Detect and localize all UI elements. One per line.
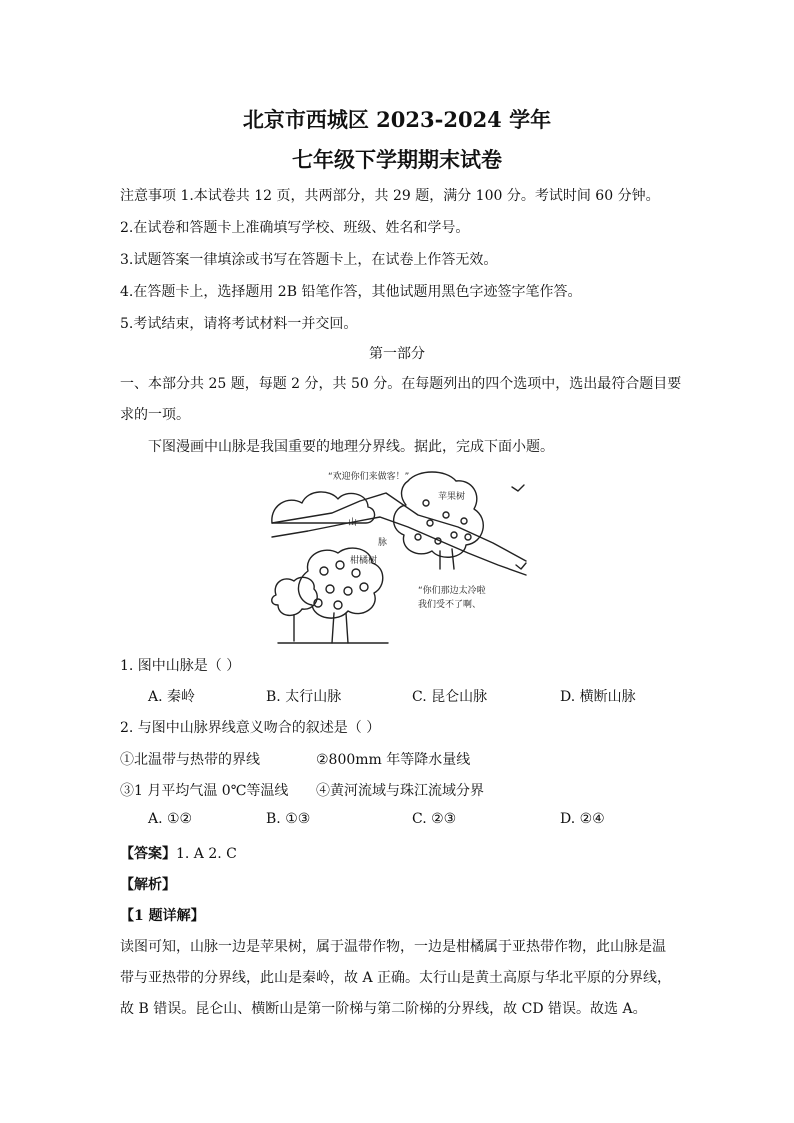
note-2: 2.在试卷和答题卡上准确填写学校、班级、姓名和学号。 — [120, 220, 470, 236]
q2-item-1: ①北温带与热带的界线 — [120, 752, 260, 768]
page-title-line2: 七年级下学期期末试卷 — [292, 147, 502, 172]
note-1: 注意事项 1.本试卷共 12 页，共两部分，共 29 题，满分 100 分。考试时间 60 分钟。 — [120, 188, 660, 204]
mountain-ridge-lower — [272, 517, 526, 575]
orange-tree-trunk — [332, 613, 348, 643]
speech-bottom-line1: “你们那边太冷啦 — [418, 586, 486, 596]
part-heading: 第一部分 — [369, 346, 425, 362]
q1-option-d: D. 横断山脉 — [560, 689, 636, 705]
q2-item-3: ③1 月平均气温 0℃等温线 — [120, 783, 289, 799]
label-mountain-2: 脉 — [378, 538, 388, 548]
speech-top: “欢迎你们来做客！” — [328, 472, 410, 482]
question-1-stem: 1. 图中山脉是（ ） — [120, 658, 241, 674]
label-orange-tree: 柑橘树 — [350, 556, 378, 566]
q1-option-a: A. 秦岭 — [148, 689, 196, 705]
question-2-stem: 2. 与图中山脉界线意义吻合的叙述是（ ） — [120, 720, 381, 736]
label-apple-tree: 苹果树 — [438, 492, 466, 502]
part-instruction-line2: 求的一项。 — [120, 407, 190, 423]
speech-bottom-line2: 我们受不了啊、 — [418, 600, 482, 610]
answer-text: 1. A 2. C — [176, 846, 237, 862]
apple-tree-trunk — [440, 549, 454, 569]
note-4: 4.在答题卡上，选择题用 2B 铅笔作答，其他试题用黑色字迹签字笔作答。 — [120, 284, 582, 300]
q1-option-c: C. 昆仑山脉 — [412, 689, 488, 705]
q2-item-2: ②800mm 年等降水量线 — [316, 752, 471, 768]
analysis-label: 【解析】 — [120, 877, 176, 893]
mountain-cartoon — [268, 465, 530, 650]
detail-line-1: 读图可知，山脉一边是苹果树，属于温带作物，一边是柑橘属于亚热带作物，此山脉是温 — [120, 939, 666, 955]
q2-item-4: ④黄河流域与珠江流域分界 — [316, 783, 484, 799]
cloud-left — [272, 492, 375, 523]
q2-option-a: A. ①② — [148, 811, 193, 827]
label-mountain-1: 山 — [348, 518, 358, 528]
orange-tree-small — [272, 577, 317, 615]
detail-label: 【1 题详解】 — [120, 908, 205, 924]
note-5: 5.考试结束，请将考试材料一并交回。 — [120, 316, 358, 332]
answer-label: 【答案】 — [120, 846, 176, 862]
mountain-ridge — [272, 493, 526, 561]
intro-text: 下图漫画中山脉是我国重要的地理分界线。据此，完成下面小题。 — [148, 439, 554, 455]
q2-option-c: C. ②③ — [412, 811, 457, 827]
q2-option-b: B. ①③ — [266, 811, 311, 827]
part-instruction-line1: 一、本部分共 25 题，每题 2 分，共 50 分。在每题列出的四个选项中，选出最符合题目要 — [120, 376, 682, 392]
bird-2 — [516, 563, 526, 569]
q2-option-d: D. ②④ — [560, 811, 605, 827]
detail-line-3: 故 B 错误。昆仑山、横断山是第一阶梯与第二阶梯的分界线，故 CD 错误。故选 A。 — [120, 1001, 647, 1017]
note-3: 3.试题答案一律填涂或书写在答题卡上，在试卷上作答无效。 — [120, 252, 498, 268]
bird-1 — [512, 485, 524, 491]
answer-line — [120, 843, 237, 863]
page-title-line1: 北京市西城区 2023-2024 学年 — [242, 107, 552, 132]
q1-option-b: B. 太行山脉 — [266, 689, 342, 705]
detail-line-2: 带与亚热带的分界线，此山是秦岭，故 A 正确。太行山是黄土高原与华北平原的分界线， — [120, 970, 672, 986]
